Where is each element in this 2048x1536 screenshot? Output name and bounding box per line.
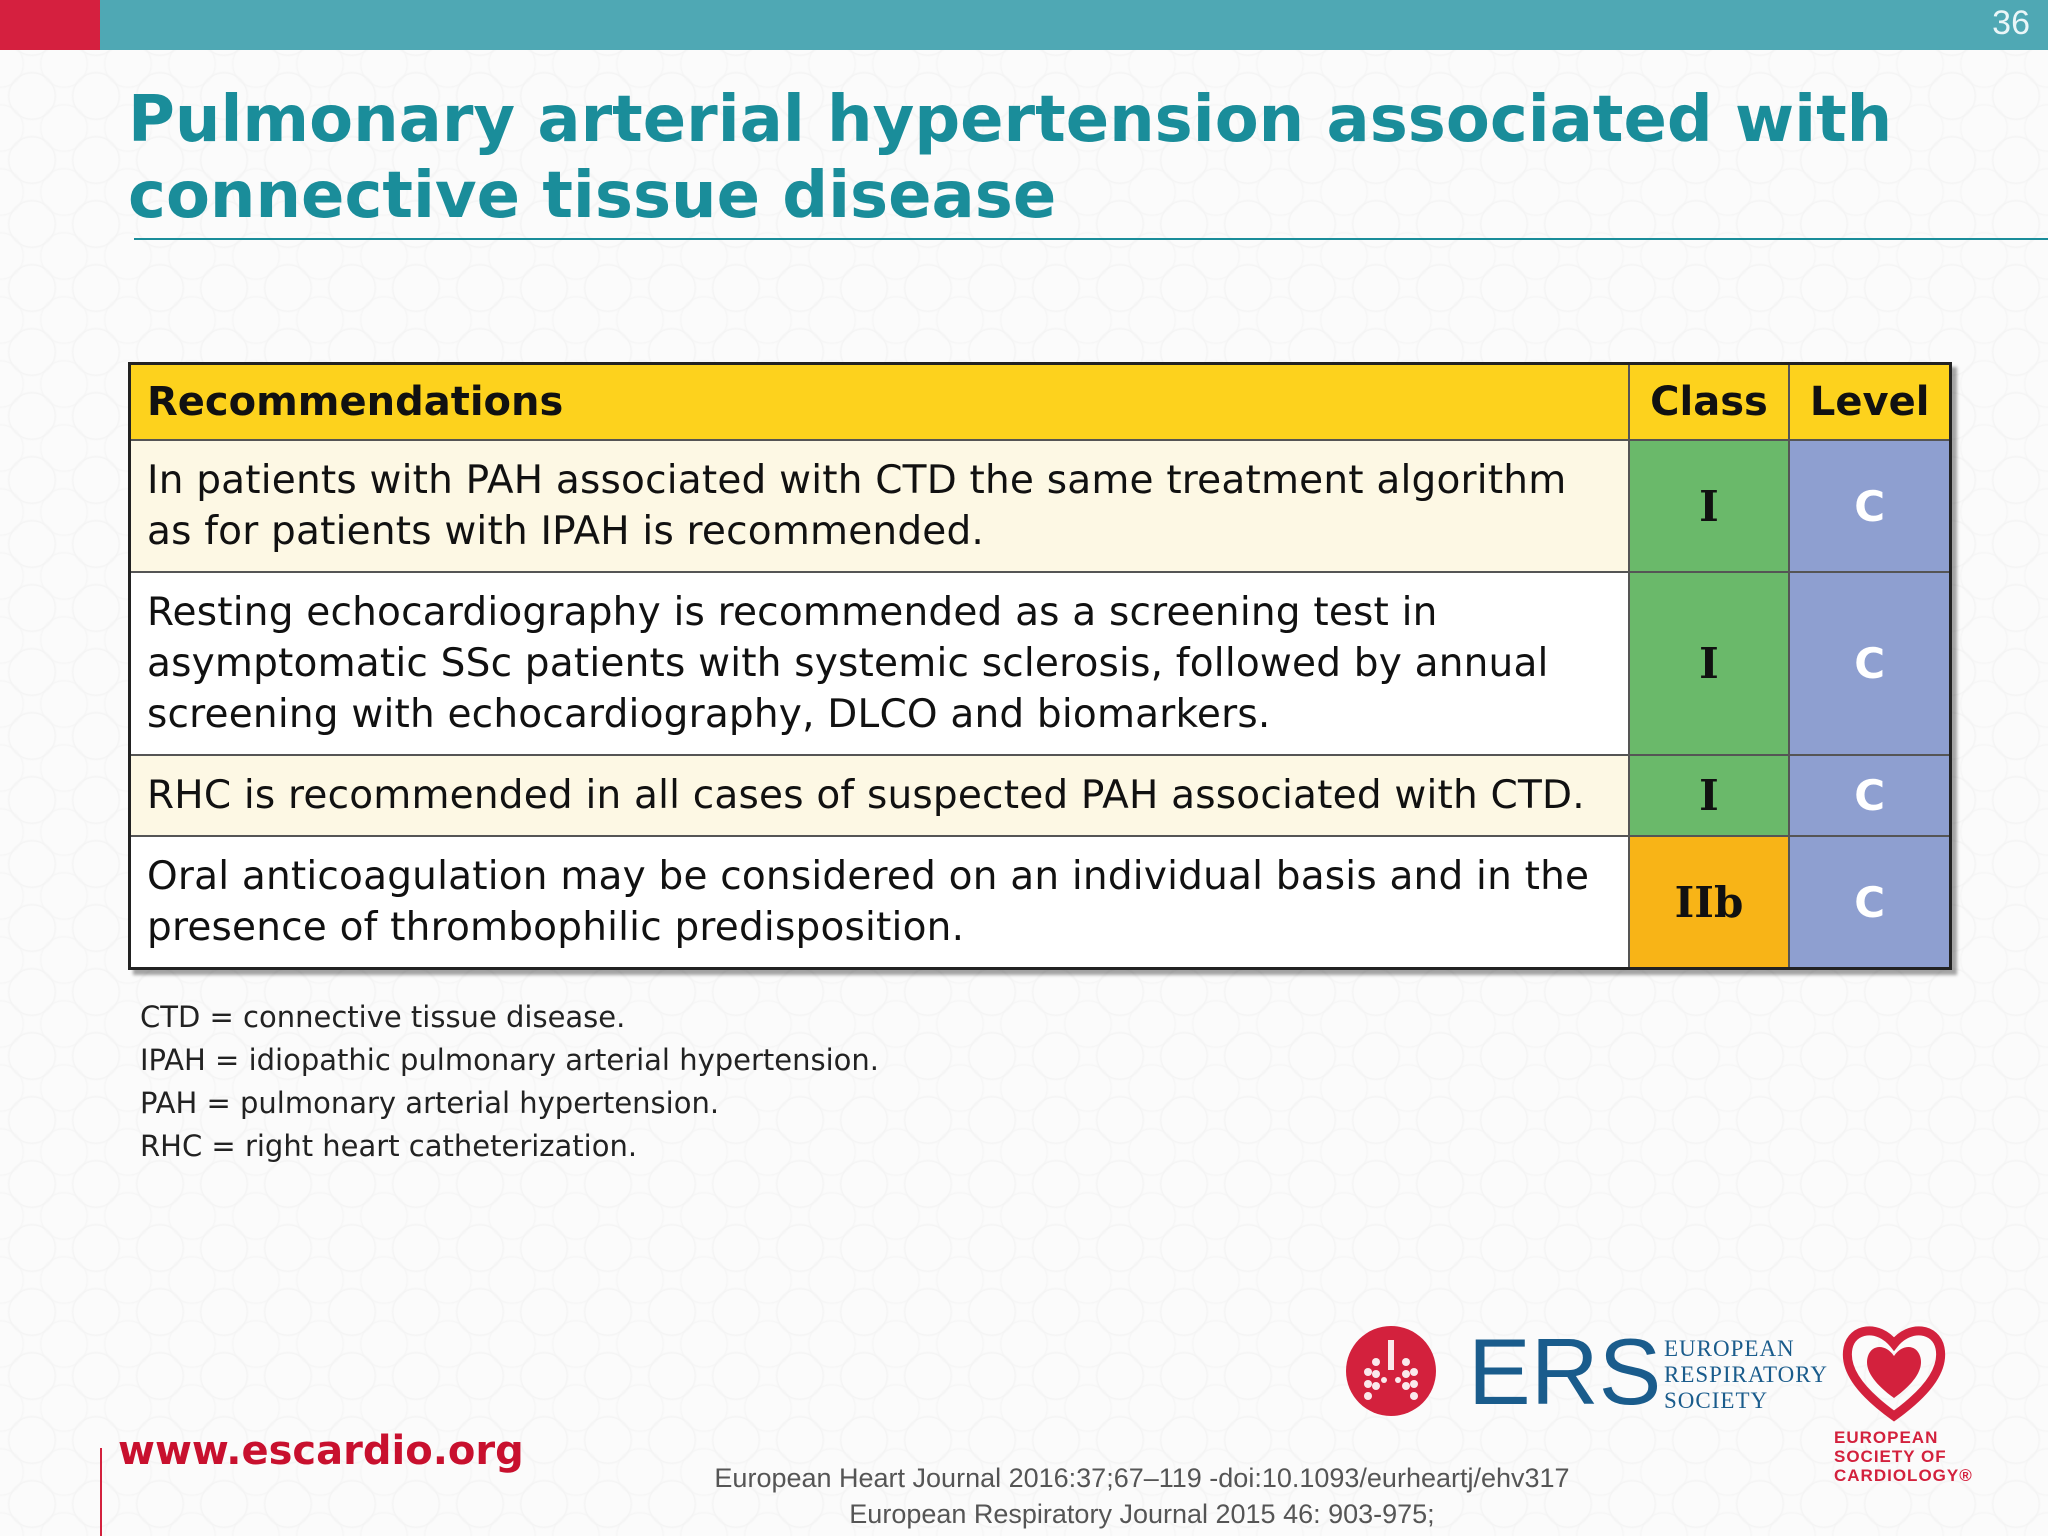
esc-name-line: EUROPEAN [1834,1428,1939,1447]
recommendation-line: Resting echocardiography is recommended as a screening test in [147,590,1438,635]
recommendation-text [130,440,1629,572]
header-level: Level [1789,364,1950,441]
reference-1: European Heart Journal 2016:37;67–119 -doi:10.1093/eurheartj/ehv317 [714,1463,1570,1493]
level-cell: C [1789,755,1950,836]
title-line-2: connective tissue disease [128,159,1057,233]
recommendation-line: as for patients with IPAH is recommended. [147,509,985,554]
level-cell: C [1789,836,1950,969]
ers-name-line: SOCIETY [1664,1388,1769,1413]
recommendation-text [130,572,1629,755]
esc-name-line: SOCIETY OF [1834,1447,1947,1466]
table-row [130,755,1951,836]
slide-title [128,82,1978,234]
recommendations-table [128,362,1952,970]
abbreviations-list [140,996,879,1168]
title-underline [134,238,2048,240]
class-cell: I [1629,572,1790,755]
recommendation-line: In patients with PAH associated with CTD the same treatment algorithm [147,458,1567,503]
abbreviation-item: PAH = pulmonary arterial hypertension. [140,1086,720,1120]
ers-lungs-logo-icon [1346,1326,1436,1416]
esc-society-name [1834,1428,1973,1485]
abbreviation-item: RHC = right heart catheterization. [140,1129,638,1163]
esc-name-line: CARDIOLOGY® [1834,1466,1973,1485]
recommendation-line: RHC is recommended in all cases of suspected PAH associated with CTD. [147,773,1585,818]
reference-2: European Respiratory Journal 2015 46: 903-975; [849,1499,1435,1529]
abbreviation-item: CTD = connective tissue disease. [140,1000,626,1034]
ers-society-name [1664,1336,1828,1414]
table-row [130,440,1951,572]
recommendation-line: asymptomatic SSc patients with systemic sclerosis, followed by annual [147,641,1549,686]
recommendation-line: Oral anticoagulation may be considered on an individual basis and in the [147,854,1590,899]
level-cell: C [1789,440,1950,572]
footer-divider [100,1448,102,1536]
top-red-block [0,0,100,50]
class-cell: I [1629,440,1790,572]
recommendation-line: screening with echocardiography, DLCO and biomarkers. [147,692,1271,737]
header-class: Class [1629,364,1790,441]
table-row [130,836,1951,969]
header-recommendations: Recommendations [130,364,1629,441]
references [692,1460,1592,1532]
ers-name-line: EUROPEAN [1664,1336,1795,1361]
recommendation-line: presence of thrombophilic predisposition. [147,905,965,950]
table-header-row [130,364,1951,441]
table-row [130,572,1951,755]
ers-logo-text: ERS [1468,1319,1662,1424]
abbreviation-item: IPAH = idiopathic pulmonary arterial hypertension. [140,1043,880,1077]
level-cell: C [1789,572,1950,755]
website-link[interactable]: www.escardio.org [118,1428,524,1474]
ers-name-line: RESPIRATORY [1664,1362,1828,1387]
recommendation-text [130,836,1629,969]
recommendation-text [130,755,1629,836]
title-line-1: Pulmonary arterial hypertension associated with [128,83,1893,157]
class-cell: I [1629,755,1790,836]
top-bar [0,0,2048,50]
class-cell: IIb [1629,836,1790,969]
esc-heart-logo-icon [1838,1316,1950,1428]
slide-number: 36 [1992,4,2030,42]
